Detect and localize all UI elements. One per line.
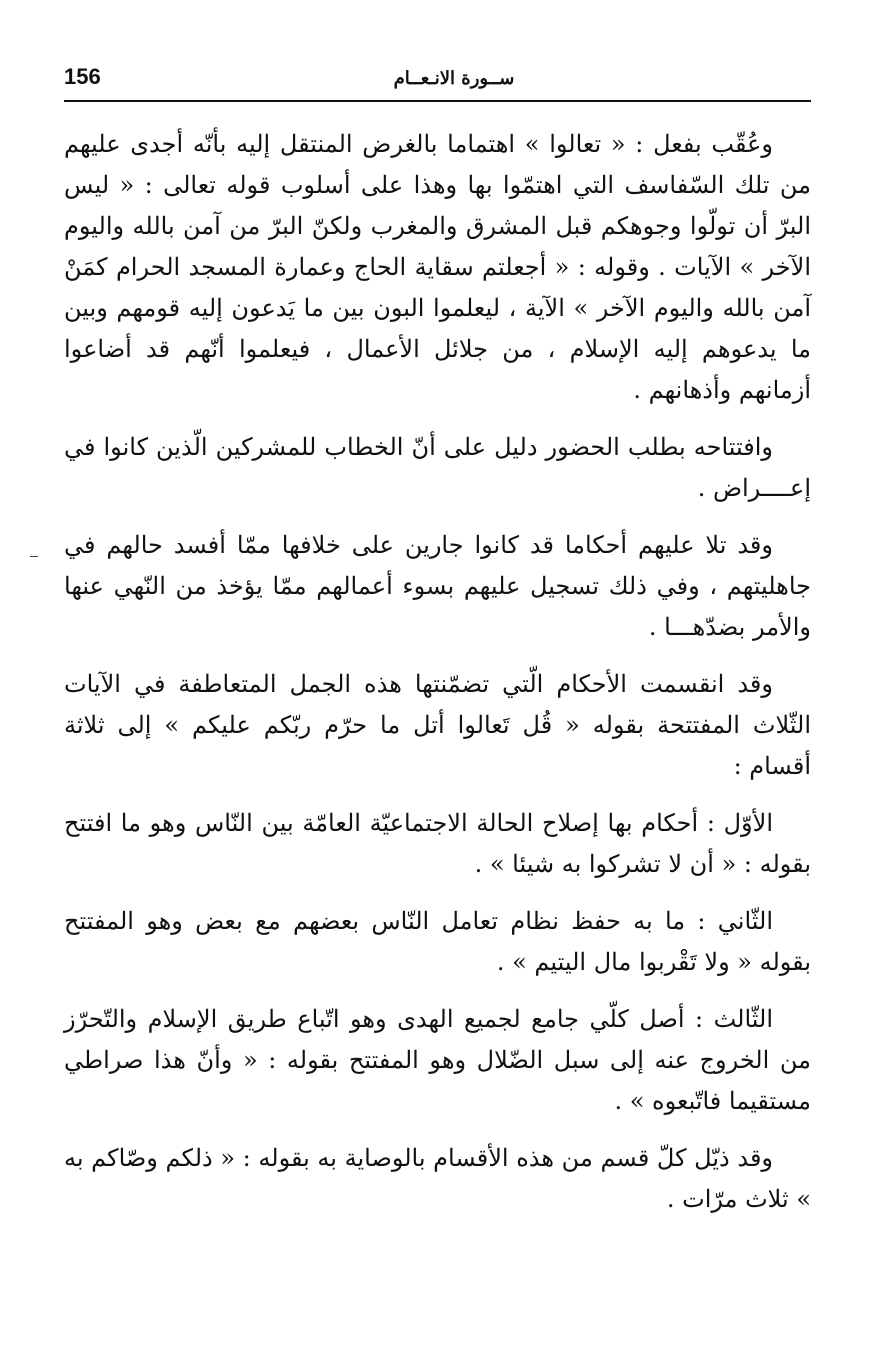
paragraph-8: وقد ذيّل كلّ قسم من هذه الأقسام بالوصاية به بقوله : « ذلكم وصّاكم به » ثلاث مرّات .	[64, 1144, 811, 1213]
paragraph-6: الثّاني : ما به حفظ نظام تعامل النّاس بعضهم مع بعض وهو المفتتح بقوله « ولا تَقْربوا مال اليتيم » .	[64, 907, 811, 976]
margin-mark	[30, 556, 38, 557]
surah-title: ســورة الانـعــام	[393, 68, 515, 89]
paragraph-3: وقد تلا عليهم أحكاما قد كانوا جارين على خلافها ممّا أفسد حالهم في جاهليتهم ، وفي ذلك تسجيل عليهم بسوء أعمالهم ممّا يؤخذ من النّهي عنها والأمر بضدّهـــا .	[64, 531, 811, 641]
header-rule	[64, 100, 811, 102]
paragraph-1: وعُقّب بفعل : « تعالوا » اهتماما بالغرض المنتقل إليه بأنّه أجدى عليهم من تلك السّفاسف التي اهتمّوا بها وهذا على أسلوب قوله تعالى : « ليس البرّ أن تولّوا وجوهكم قبل المشرق والمغرب ولكنّ البرّ من آمن بالله واليوم الآخر » الآيات . وقوله : « أجعلتم سقاية الحاج وعمارة المسجد الحرام كمَنْ آمن بالله واليوم الآخر » الآية ، ليعلموا البون بين ما يَدعون إليه قومهم وبين ما يدعوهم إليه الإسلام ، من جلائل الأعمال ، فيعلموا أنّهم قد أضاعوا أزمانهم وأذهانهم .	[64, 130, 812, 404]
paragraph-4: وقد انقسمت الأحكام الّتي تضمّنتها هذه الجمل المتعاطفة في الآيات الثّلاث المفتتحة بقوله « قُل تَعالوا أتل ما حرّم ربّكم عليكم » إلى ثلاثة أقسام :	[64, 670, 811, 780]
body-text	[64, 124, 811, 1236]
paragraph-2: وافتتاحه بطلب الحضور دليل على أنّ الخطاب للمشركين الّذين كانوا في إعــــراض .	[64, 433, 811, 502]
page-header	[64, 62, 811, 100]
paragraph-7: الثّالث : أصل كلّي جامع لجميع الهدى وهو اتّباع طريق الإسلام والتّحرّز من الخروج عنه إلى سبل الضّلال وهو المفتتح بقوله : « وأنّ هذا صراطي مستقيما فاتّبعوه » .	[64, 1005, 811, 1115]
paragraph-5: الأوّل : أحكام بها إصلاح الحالة الاجتماعيّة العامّة بين النّاس وهو ما افتتح بقوله : « أن لا تشركوا به شيئا » .	[64, 809, 811, 878]
page-number: 156	[64, 64, 101, 89]
